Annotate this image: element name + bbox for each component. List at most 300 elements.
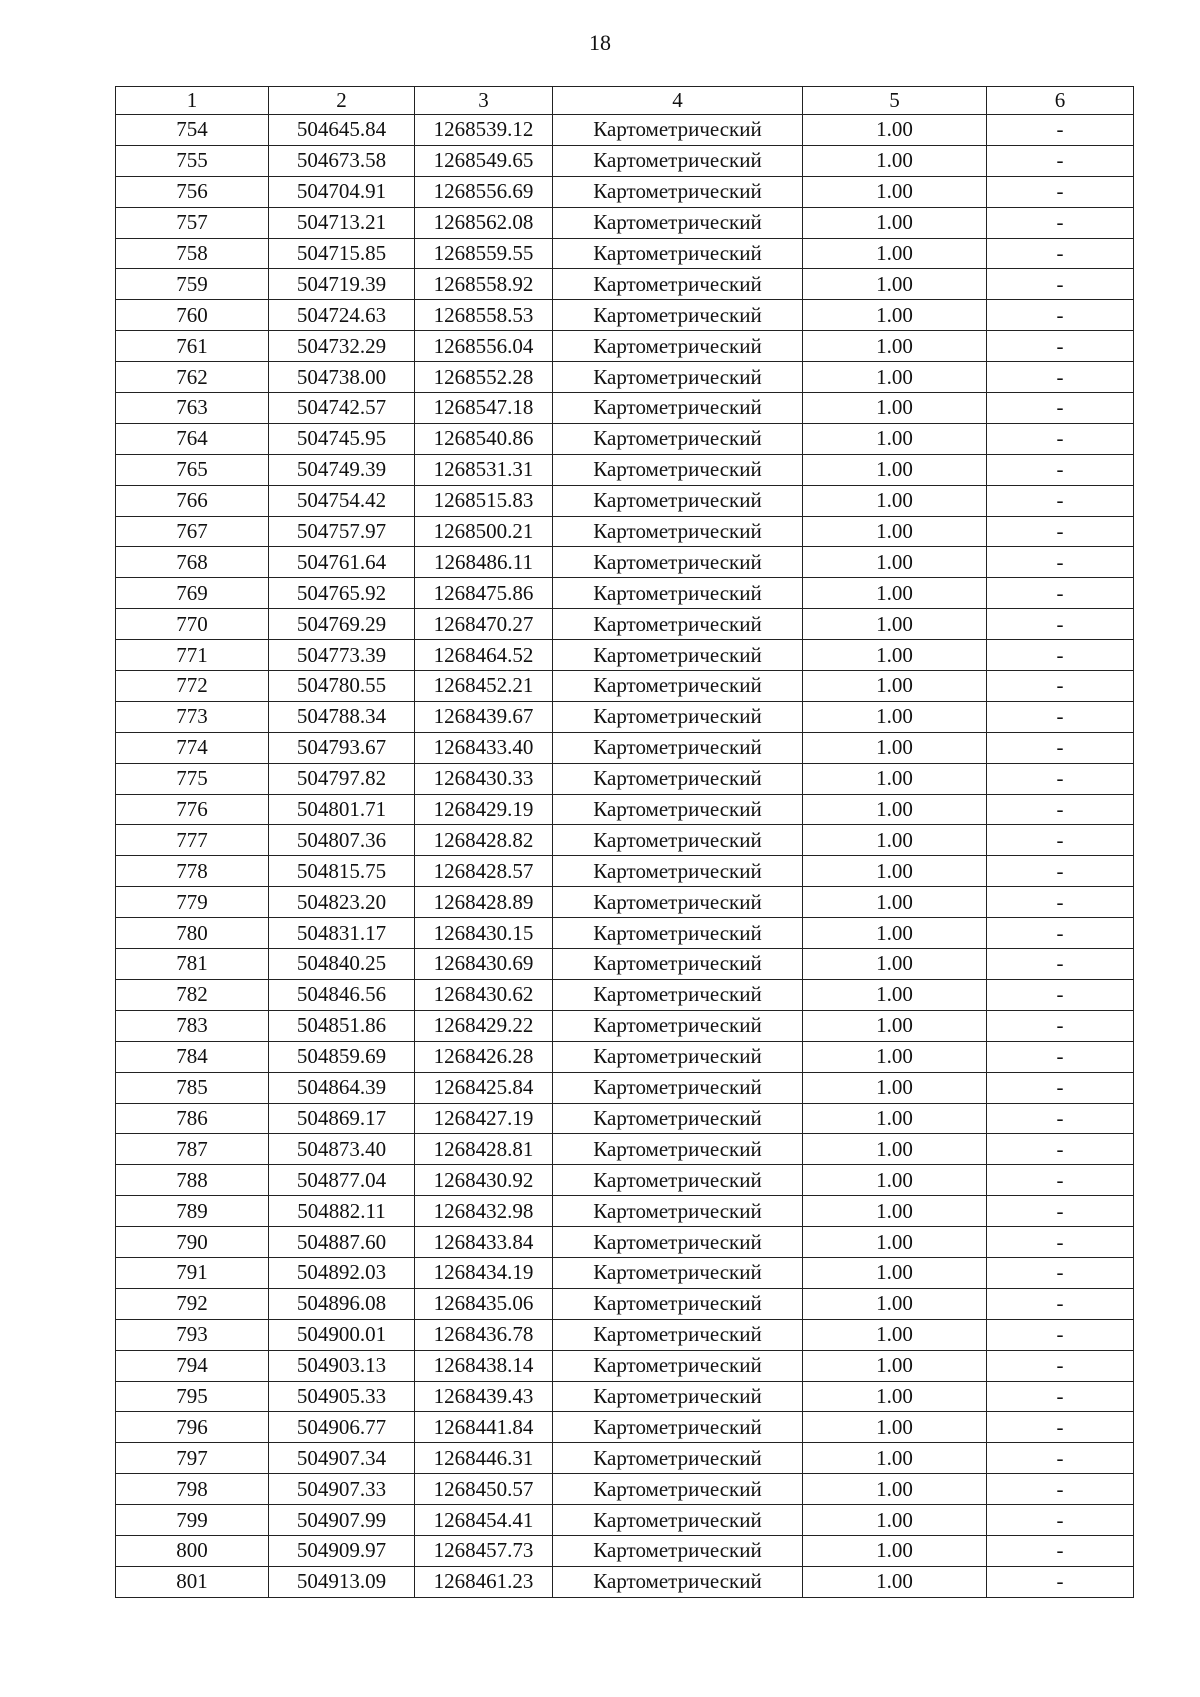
table-body [116, 115, 1134, 1598]
method-cell: Картометрический [553, 1010, 803, 1041]
point-number-cell: 779 [116, 887, 269, 918]
point-number-cell: 767 [116, 516, 269, 547]
table-row [116, 732, 1134, 763]
x-coordinate-cell: 504757.97 [269, 516, 415, 547]
accuracy-cell: 1.00 [803, 207, 987, 238]
table-row [116, 207, 1134, 238]
x-coordinate-cell: 504780.55 [269, 671, 415, 702]
point-number-cell: 769 [116, 578, 269, 609]
accuracy-cell: 1.00 [803, 238, 987, 269]
point-number-cell: 793 [116, 1319, 269, 1350]
accuracy-cell: 1.00 [803, 423, 987, 454]
accuracy-cell: 1.00 [803, 1505, 987, 1536]
method-cell: Картометрический [553, 115, 803, 146]
point-number-cell: 801 [116, 1566, 269, 1597]
y-coordinate-cell: 1268429.19 [415, 794, 553, 825]
description-cell: - [987, 1412, 1134, 1443]
accuracy-cell: 1.00 [803, 1227, 987, 1258]
y-coordinate-cell: 1268433.84 [415, 1227, 553, 1258]
x-coordinate-cell: 504754.42 [269, 485, 415, 516]
accuracy-cell: 1.00 [803, 1010, 987, 1041]
y-coordinate-cell: 1268539.12 [415, 115, 553, 146]
accuracy-cell: 1.00 [803, 454, 987, 485]
description-cell: - [987, 1165, 1134, 1196]
point-number-cell: 758 [116, 238, 269, 269]
table-row [116, 1566, 1134, 1597]
y-coordinate-cell: 1268461.23 [415, 1566, 553, 1597]
method-cell: Картометрический [553, 1566, 803, 1597]
method-cell: Картометрический [553, 1134, 803, 1165]
accuracy-cell: 1.00 [803, 949, 987, 980]
method-cell: Картометрический [553, 763, 803, 794]
x-coordinate-cell: 504887.60 [269, 1227, 415, 1258]
x-coordinate-cell: 504719.39 [269, 269, 415, 300]
description-cell: - [987, 115, 1134, 146]
x-coordinate-cell: 504907.33 [269, 1474, 415, 1505]
page-number: 18 [589, 30, 611, 55]
y-coordinate-cell: 1268556.69 [415, 176, 553, 207]
table-row [116, 578, 1134, 609]
y-coordinate-cell: 1268446.31 [415, 1443, 553, 1474]
accuracy-cell: 1.00 [803, 918, 987, 949]
method-cell: Картометрический [553, 269, 803, 300]
method-cell: Картометрический [553, 825, 803, 856]
method-cell: Картометрический [553, 1227, 803, 1258]
accuracy-cell: 1.00 [803, 1381, 987, 1412]
table-row [116, 609, 1134, 640]
y-coordinate-cell: 1268430.92 [415, 1165, 553, 1196]
table-row [116, 331, 1134, 362]
point-number-cell: 754 [116, 115, 269, 146]
accuracy-cell: 1.00 [803, 1134, 987, 1165]
point-number-cell: 796 [116, 1412, 269, 1443]
description-cell: - [987, 1443, 1134, 1474]
y-coordinate-cell: 1268430.62 [415, 979, 553, 1010]
table-row [116, 887, 1134, 918]
point-number-cell: 757 [116, 207, 269, 238]
description-cell: - [987, 640, 1134, 671]
accuracy-cell: 1.00 [803, 1535, 987, 1566]
x-coordinate-cell: 504869.17 [269, 1103, 415, 1134]
method-cell: Картометрический [553, 918, 803, 949]
point-number-cell: 800 [116, 1535, 269, 1566]
point-number-cell: 764 [116, 423, 269, 454]
accuracy-cell: 1.00 [803, 825, 987, 856]
accuracy-cell: 1.00 [803, 1443, 987, 1474]
table-row [116, 640, 1134, 671]
column-header: 5 [803, 87, 987, 115]
point-number-cell: 777 [116, 825, 269, 856]
table-row [116, 516, 1134, 547]
method-cell: Картометрический [553, 238, 803, 269]
description-cell: - [987, 732, 1134, 763]
description-cell: - [987, 423, 1134, 454]
method-cell: Картометрический [553, 331, 803, 362]
x-coordinate-cell: 504773.39 [269, 640, 415, 671]
coordinates-table [115, 86, 1134, 1598]
x-coordinate-cell: 504823.20 [269, 887, 415, 918]
x-coordinate-cell: 504761.64 [269, 547, 415, 578]
description-cell: - [987, 1505, 1134, 1536]
point-number-cell: 798 [116, 1474, 269, 1505]
description-cell: - [987, 1134, 1134, 1165]
table-row [116, 1196, 1134, 1227]
description-cell: - [987, 1566, 1134, 1597]
y-coordinate-cell: 1268552.28 [415, 362, 553, 393]
x-coordinate-cell: 504882.11 [269, 1196, 415, 1227]
point-number-cell: 782 [116, 979, 269, 1010]
y-coordinate-cell: 1268425.84 [415, 1072, 553, 1103]
y-coordinate-cell: 1268430.69 [415, 949, 553, 980]
method-cell: Картометрический [553, 1041, 803, 1072]
y-coordinate-cell: 1268559.55 [415, 238, 553, 269]
accuracy-cell: 1.00 [803, 1288, 987, 1319]
table-row [116, 300, 1134, 331]
description-cell: - [987, 1535, 1134, 1566]
description-cell: - [987, 1319, 1134, 1350]
accuracy-cell: 1.00 [803, 701, 987, 732]
y-coordinate-cell: 1268450.57 [415, 1474, 553, 1505]
description-cell: - [987, 794, 1134, 825]
method-cell: Картометрический [553, 1535, 803, 1566]
method-cell: Картометрический [553, 701, 803, 732]
accuracy-cell: 1.00 [803, 979, 987, 1010]
description-cell: - [987, 1381, 1134, 1412]
description-cell: - [987, 887, 1134, 918]
point-number-cell: 795 [116, 1381, 269, 1412]
accuracy-cell: 1.00 [803, 362, 987, 393]
description-cell: - [987, 1288, 1134, 1319]
accuracy-cell: 1.00 [803, 1072, 987, 1103]
method-cell: Картометрический [553, 794, 803, 825]
x-coordinate-cell: 504742.57 [269, 393, 415, 424]
method-cell: Картометрический [553, 145, 803, 176]
accuracy-cell: 1.00 [803, 485, 987, 516]
point-number-cell: 763 [116, 393, 269, 424]
accuracy-cell: 1.00 [803, 516, 987, 547]
method-cell: Картометрический [553, 609, 803, 640]
description-cell: - [987, 701, 1134, 732]
description-cell: - [987, 300, 1134, 331]
x-coordinate-cell: 504815.75 [269, 856, 415, 887]
point-number-cell: 768 [116, 547, 269, 578]
table-row [116, 671, 1134, 702]
point-number-cell: 784 [116, 1041, 269, 1072]
table-row [116, 238, 1134, 269]
description-cell: - [987, 145, 1134, 176]
x-coordinate-cell: 504907.99 [269, 1505, 415, 1536]
x-coordinate-cell: 504864.39 [269, 1072, 415, 1103]
y-coordinate-cell: 1268435.06 [415, 1288, 553, 1319]
description-cell: - [987, 1350, 1134, 1381]
table-row [116, 1350, 1134, 1381]
table-row [116, 1010, 1134, 1041]
y-coordinate-cell: 1268515.83 [415, 485, 553, 516]
method-cell: Картометрический [553, 207, 803, 238]
x-coordinate-cell: 504846.56 [269, 979, 415, 1010]
description-cell: - [987, 1227, 1134, 1258]
table-row [116, 1505, 1134, 1536]
table-row [116, 1134, 1134, 1165]
point-number-cell: 759 [116, 269, 269, 300]
y-coordinate-cell: 1268547.18 [415, 393, 553, 424]
accuracy-cell: 1.00 [803, 1350, 987, 1381]
accuracy-cell: 1.00 [803, 1474, 987, 1505]
x-coordinate-cell: 504801.71 [269, 794, 415, 825]
accuracy-cell: 1.00 [803, 331, 987, 362]
accuracy-cell: 1.00 [803, 578, 987, 609]
column-header: 3 [415, 87, 553, 115]
accuracy-cell: 1.00 [803, 640, 987, 671]
y-coordinate-cell: 1268430.33 [415, 763, 553, 794]
x-coordinate-cell: 504859.69 [269, 1041, 415, 1072]
accuracy-cell: 1.00 [803, 1103, 987, 1134]
accuracy-cell: 1.00 [803, 1041, 987, 1072]
table-row [116, 454, 1134, 485]
y-coordinate-cell: 1268452.21 [415, 671, 553, 702]
accuracy-cell: 1.00 [803, 794, 987, 825]
method-cell: Картометрический [553, 732, 803, 763]
accuracy-cell: 1.00 [803, 547, 987, 578]
method-cell: Картометрический [553, 1288, 803, 1319]
point-number-cell: 772 [116, 671, 269, 702]
accuracy-cell: 1.00 [803, 145, 987, 176]
table-row [116, 825, 1134, 856]
x-coordinate-cell: 504906.77 [269, 1412, 415, 1443]
method-cell: Картометрический [553, 176, 803, 207]
x-coordinate-cell: 504900.01 [269, 1319, 415, 1350]
accuracy-cell: 1.00 [803, 887, 987, 918]
method-cell: Картометрический [553, 516, 803, 547]
point-number-cell: 771 [116, 640, 269, 671]
description-cell: - [987, 949, 1134, 980]
method-cell: Картометрический [553, 1505, 803, 1536]
table-row [116, 176, 1134, 207]
table-row [116, 1535, 1134, 1566]
method-cell: Картометрический [553, 1072, 803, 1103]
description-cell: - [987, 1196, 1134, 1227]
method-cell: Картометрический [553, 362, 803, 393]
point-number-cell: 781 [116, 949, 269, 980]
column-header: 2 [269, 87, 415, 115]
accuracy-cell: 1.00 [803, 269, 987, 300]
table-row [116, 547, 1134, 578]
y-coordinate-cell: 1268430.15 [415, 918, 553, 949]
table-row [116, 918, 1134, 949]
x-coordinate-cell: 504788.34 [269, 701, 415, 732]
method-cell: Картометрический [553, 671, 803, 702]
x-coordinate-cell: 504831.17 [269, 918, 415, 949]
description-cell: - [987, 1257, 1134, 1288]
description-cell: - [987, 393, 1134, 424]
point-number-cell: 778 [116, 856, 269, 887]
description-cell: - [987, 454, 1134, 485]
x-coordinate-cell: 504732.29 [269, 331, 415, 362]
column-header: 4 [553, 87, 803, 115]
accuracy-cell: 1.00 [803, 732, 987, 763]
description-cell: - [987, 671, 1134, 702]
point-number-cell: 770 [116, 609, 269, 640]
table-row [116, 1474, 1134, 1505]
description-cell: - [987, 1103, 1134, 1134]
table-row [116, 1443, 1134, 1474]
y-coordinate-cell: 1268500.21 [415, 516, 553, 547]
y-coordinate-cell: 1268438.14 [415, 1350, 553, 1381]
point-number-cell: 797 [116, 1443, 269, 1474]
table-row [116, 1165, 1134, 1196]
method-cell: Картометрический [553, 300, 803, 331]
point-number-cell: 776 [116, 794, 269, 825]
y-coordinate-cell: 1268428.57 [415, 856, 553, 887]
method-cell: Картометрический [553, 1196, 803, 1227]
x-coordinate-cell: 504877.04 [269, 1165, 415, 1196]
table-row [116, 1288, 1134, 1319]
y-coordinate-cell: 1268439.43 [415, 1381, 553, 1412]
point-number-cell: 799 [116, 1505, 269, 1536]
description-cell: - [987, 1041, 1134, 1072]
point-number-cell: 785 [116, 1072, 269, 1103]
x-coordinate-cell: 504873.40 [269, 1134, 415, 1165]
point-number-cell: 790 [116, 1227, 269, 1258]
x-coordinate-cell: 504715.85 [269, 238, 415, 269]
accuracy-cell: 1.00 [803, 393, 987, 424]
y-coordinate-cell: 1268558.92 [415, 269, 553, 300]
y-coordinate-cell: 1268475.86 [415, 578, 553, 609]
method-cell: Картометрический [553, 1103, 803, 1134]
point-number-cell: 775 [116, 763, 269, 794]
y-coordinate-cell: 1268540.86 [415, 423, 553, 454]
method-cell: Картометрический [553, 1319, 803, 1350]
method-cell: Картометрический [553, 979, 803, 1010]
point-number-cell: 762 [116, 362, 269, 393]
accuracy-cell: 1.00 [803, 300, 987, 331]
method-cell: Картометрический [553, 949, 803, 980]
x-coordinate-cell: 504765.92 [269, 578, 415, 609]
column-header: 6 [987, 87, 1134, 115]
table-header-row [116, 87, 1134, 115]
method-cell: Картометрический [553, 1165, 803, 1196]
x-coordinate-cell: 504851.86 [269, 1010, 415, 1041]
y-coordinate-cell: 1268464.52 [415, 640, 553, 671]
y-coordinate-cell: 1268531.31 [415, 454, 553, 485]
description-cell: - [987, 578, 1134, 609]
table-row [116, 794, 1134, 825]
accuracy-cell: 1.00 [803, 1257, 987, 1288]
method-cell: Картометрический [553, 1381, 803, 1412]
y-coordinate-cell: 1268436.78 [415, 1319, 553, 1350]
accuracy-cell: 1.00 [803, 1412, 987, 1443]
point-number-cell: 794 [116, 1350, 269, 1381]
y-coordinate-cell: 1268439.67 [415, 701, 553, 732]
table-row [116, 145, 1134, 176]
y-coordinate-cell: 1268426.28 [415, 1041, 553, 1072]
table-row [116, 856, 1134, 887]
y-coordinate-cell: 1268427.19 [415, 1103, 553, 1134]
accuracy-cell: 1.00 [803, 763, 987, 794]
description-cell: - [987, 856, 1134, 887]
method-cell: Картометрический [553, 547, 803, 578]
y-coordinate-cell: 1268549.65 [415, 145, 553, 176]
x-coordinate-cell: 504704.91 [269, 176, 415, 207]
x-coordinate-cell: 504769.29 [269, 609, 415, 640]
point-number-cell: 773 [116, 701, 269, 732]
y-coordinate-cell: 1268429.22 [415, 1010, 553, 1041]
x-coordinate-cell: 504793.67 [269, 732, 415, 763]
table-row [116, 1227, 1134, 1258]
method-cell: Картометрический [553, 454, 803, 485]
table-row [116, 1381, 1134, 1412]
method-cell: Картометрический [553, 485, 803, 516]
y-coordinate-cell: 1268486.11 [415, 547, 553, 578]
x-coordinate-cell: 504907.34 [269, 1443, 415, 1474]
y-coordinate-cell: 1268470.27 [415, 609, 553, 640]
x-coordinate-cell: 504673.58 [269, 145, 415, 176]
x-coordinate-cell: 504797.82 [269, 763, 415, 794]
table-row [116, 979, 1134, 1010]
point-number-cell: 786 [116, 1103, 269, 1134]
method-cell: Картометрический [553, 1412, 803, 1443]
point-number-cell: 792 [116, 1288, 269, 1319]
x-coordinate-cell: 504645.84 [269, 115, 415, 146]
accuracy-cell: 1.00 [803, 671, 987, 702]
x-coordinate-cell: 504807.36 [269, 825, 415, 856]
table-row [116, 1412, 1134, 1443]
table-row [116, 1072, 1134, 1103]
y-coordinate-cell: 1268428.89 [415, 887, 553, 918]
column-header: 1 [116, 87, 269, 115]
description-cell: - [987, 516, 1134, 547]
x-coordinate-cell: 504913.09 [269, 1566, 415, 1597]
y-coordinate-cell: 1268556.04 [415, 331, 553, 362]
y-coordinate-cell: 1268562.08 [415, 207, 553, 238]
point-number-cell: 787 [116, 1134, 269, 1165]
y-coordinate-cell: 1268434.19 [415, 1257, 553, 1288]
description-cell: - [987, 238, 1134, 269]
x-coordinate-cell: 504745.95 [269, 423, 415, 454]
accuracy-cell: 1.00 [803, 1319, 987, 1350]
accuracy-cell: 1.00 [803, 609, 987, 640]
table-row [116, 423, 1134, 454]
y-coordinate-cell: 1268428.81 [415, 1134, 553, 1165]
table-row [116, 1319, 1134, 1350]
point-number-cell: 761 [116, 331, 269, 362]
method-cell: Картометрический [553, 423, 803, 454]
table-row [116, 269, 1134, 300]
table-row [116, 485, 1134, 516]
x-coordinate-cell: 504738.00 [269, 362, 415, 393]
description-cell: - [987, 825, 1134, 856]
y-coordinate-cell: 1268441.84 [415, 1412, 553, 1443]
point-number-cell: 765 [116, 454, 269, 485]
x-coordinate-cell: 504713.21 [269, 207, 415, 238]
point-number-cell: 755 [116, 145, 269, 176]
y-coordinate-cell: 1268454.41 [415, 1505, 553, 1536]
description-cell: - [987, 331, 1134, 362]
point-number-cell: 756 [116, 176, 269, 207]
accuracy-cell: 1.00 [803, 1566, 987, 1597]
table-row [116, 362, 1134, 393]
point-number-cell: 774 [116, 732, 269, 763]
table-row [116, 949, 1134, 980]
y-coordinate-cell: 1268457.73 [415, 1535, 553, 1566]
point-number-cell: 760 [116, 300, 269, 331]
x-coordinate-cell: 504724.63 [269, 300, 415, 331]
x-coordinate-cell: 504892.03 [269, 1257, 415, 1288]
point-number-cell: 783 [116, 1010, 269, 1041]
accuracy-cell: 1.00 [803, 1165, 987, 1196]
x-coordinate-cell: 504896.08 [269, 1288, 415, 1319]
description-cell: - [987, 1072, 1134, 1103]
